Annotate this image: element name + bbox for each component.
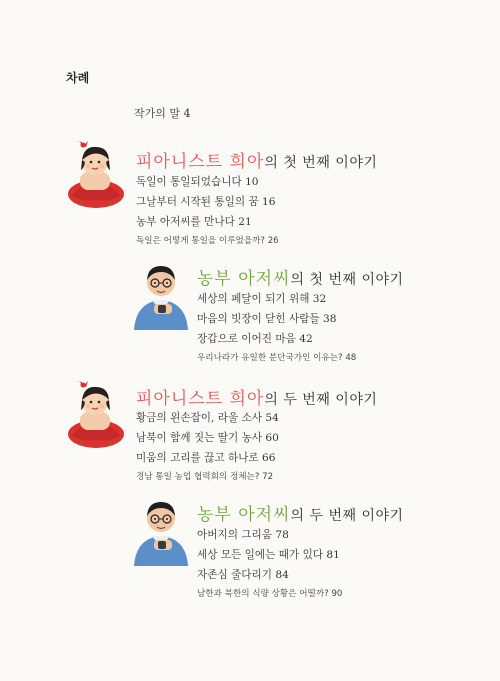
girl-illustration: [62, 378, 128, 450]
man-illustration: [128, 258, 194, 330]
section-heading: [197, 500, 404, 525]
section-heading: [197, 264, 404, 289]
toc-entry-question: 남한과 북한의 식량 상황은 어떨까? 90: [197, 589, 343, 599]
toc-title: 차례: [66, 71, 90, 85]
toc-entry: 황금의 왼손잡이, 라울 소사 54: [136, 412, 279, 424]
toc-entry: 장갑으로 이어진 마음 42: [197, 333, 313, 345]
toc-entry: 아버지의 그리움 78: [197, 529, 289, 541]
toc-entry-question: 독일은 어떻게 통일을 이루었을까? 26: [136, 236, 279, 246]
heading-rest: 의 첫 번째 이야기: [264, 155, 378, 171]
heading-name: 농부 아저씨: [197, 269, 291, 289]
heading-rest: 의 두 번째 이야기: [264, 392, 378, 408]
toc-entry: 그날부터 시작된 통일의 꿈 16: [136, 196, 276, 208]
toc-entry: 농부 아저씨를 만나다 21: [136, 216, 252, 228]
toc-entry: 세상 모든 일에는 때가 있다 81: [197, 549, 340, 561]
toc-entry-question: 경남 통일 농업 협력회의 정체는? 72: [136, 472, 274, 482]
heading-name: 피아니스트 희아: [136, 389, 265, 409]
toc-entry: 마음의 빗장이 닫힌 사람들 38: [197, 313, 337, 325]
toc-entry: 미움의 고리를 끊고 하나로 66: [136, 452, 276, 464]
heading-name: 피아니스트 희아: [136, 152, 265, 172]
man-illustration: [128, 494, 194, 566]
heading-rest: 의 두 번째 이야기: [290, 508, 404, 524]
toc-entry: 세상의 페달이 되기 위해 32: [197, 293, 327, 305]
toc-entry: 독일이 통일되었습니다 10: [136, 176, 259, 188]
toc-entry-preface: 작가의 말 4: [134, 107, 191, 120]
toc-entry-question: 우리나라가 유일한 분단국가인 이유는? 48: [197, 353, 357, 363]
toc-entry: 남북이 함께 짓는 딸기 농사 60: [136, 432, 279, 444]
girl-illustration: [62, 138, 128, 210]
heading-name: 농부 아저씨: [197, 505, 291, 525]
section-heading: [136, 384, 377, 409]
section-heading: [136, 147, 377, 172]
toc-entry: 자존심 줄다리기 84: [197, 569, 289, 581]
heading-rest: 의 첫 번째 이야기: [290, 272, 404, 288]
